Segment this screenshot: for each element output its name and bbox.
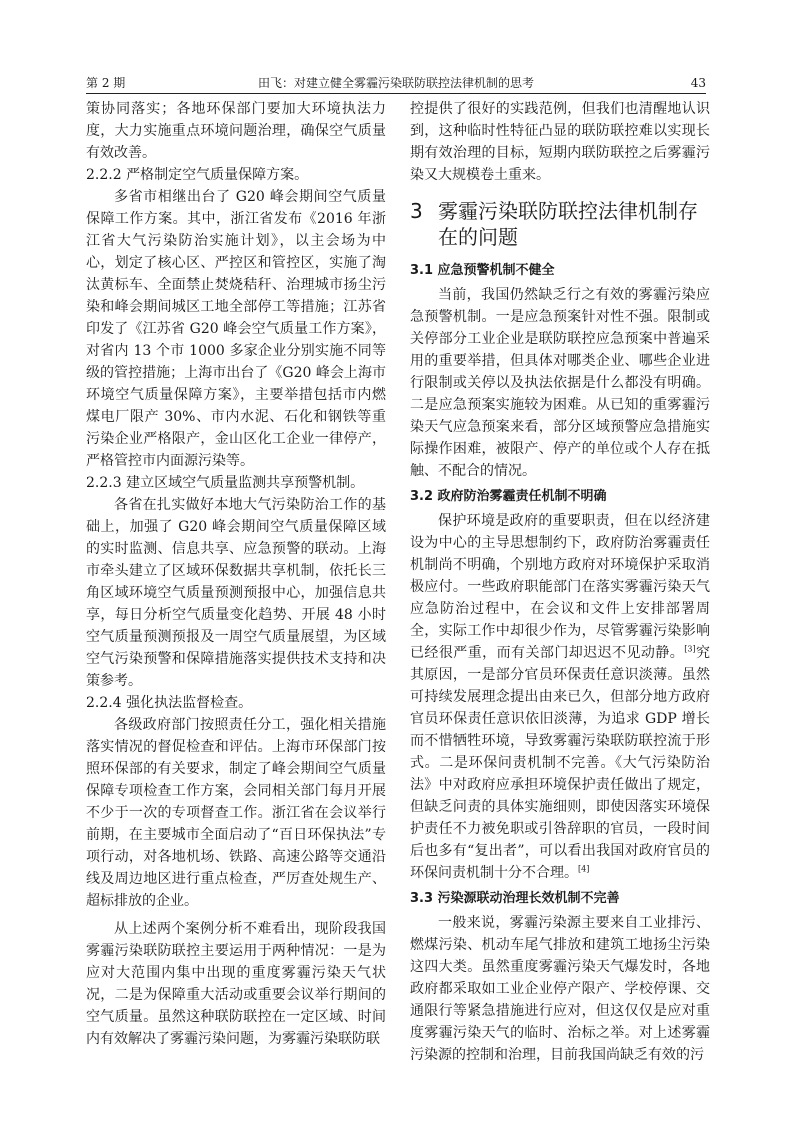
paragraph-2-2-2: 多省市相继出台了 G20 峰会期间空气质量保障工作方案。其中，浙江省发布《2016 年浙江省大气污染防治实施计划》，以主会场为中心，划定了核心区、严控区和管控区，实施了淘汰黄标车、全面禁止焚烧秸秆、治理城市扬尘污染和峰会期间城区工地全部停工等措施；江苏省印发了《江苏省 G20 峰会空气质量工作方案》，对省内 13 个市 1000 多家企业分别实施不同等级的管控措施；上海市出台了《G20 峰会上海市环境空气质量保障方案》，主要举措包括市内燃煤电厂限产 30%、市内水泥、石化和钢铁等重污染企业严格限产，金山区化工企业一律停产，严格管控市内面源污染等。 (86, 189, 386, 469)
continued-paragraph: 策协同落实；各地环保部门要加大环境执法力度，大力实施重点环境问题治理，确保空气质量有效改善。 (86, 101, 386, 161)
header-rule (86, 93, 706, 94)
subheading-2-2-4: 2.2.4 强化执法监督检查。 (86, 695, 253, 711)
paragraph-3-3: 一般来说，雾霾污染源主要来自工业排污、燃煤污染、机动车尾气排放和建筑工地扬尘污染这四大类。虽然重度雾霾污染天气爆发时，各地政府都采取如工业企业停产限产、学校停课、交通限行等紧急措施进行应对，但这仅仅是应对重度雾霾污染天气的临时、治标之举。对上述雾霾污染源的控制和治理，目前我国尚缺乏有效的污 (410, 915, 710, 1063)
citation-3: [3] (684, 644, 696, 654)
section-title: 雾霾污染联防联控法律机制存在的问题 (438, 199, 698, 249)
paragraph-3-2-part-b: 究其原因，一是部分官员环保责任意识淡薄。虽然可持续发展理念提出由来已久，但部分地方政府官员环保责任意识依旧淡薄，为追求 GDP 增长而不惜牺牲环境，导致雾霾污染联防联控流于形式。二是环保问责机制不完善。《大气污染防治法》中对政府应承担环境保护责任做出了规定，但缺乏问责的具体实施细则，即使因落实环境保护责任不力被免职或引咎辞职的官员，一段时间后也多有“复出者”，可以看出我国对政府官员的环保问责机制十分不合理。 (410, 645, 711, 881)
subsection-3-2-heading: 3.2 政府防治雾霾责任机制不明确 (410, 489, 607, 504)
subheading-2-2-2: 2.2.2 严格制定空气质量保障方案。 (86, 167, 309, 183)
paragraph-2-2-3: 各省在扎实做好本地大气污染防治工作的基础上，加强了 G20 峰会期间空气质量保障区域的实时监测、信息共享、应急预警的联动。上海市牵头建立了区域环保数据共享机制，依托长三角区域环境空气质量预测预报中心，加强信息共享，每日分析空气质量变化趋势、开展 48 小时空气质量预测预报及一周空气质量展望，为区域空气污染预警和保障措施落实提供技术支持和决策参考。 (86, 497, 386, 689)
running-title: 田飞：对建立健全雾霾污染联防联控法律机制的思考 (257, 76, 534, 90)
subheading-2-2-3: 2.2.3 建立区域空气质量监测共享预警机制。 (86, 475, 365, 491)
page-number: 43 (690, 76, 706, 90)
subsection-3-3-heading: 3.3 污染源联动治理长效机制不完善 (410, 891, 620, 906)
subsection-3-1-heading: 3.1 应急预警机制不健全 (410, 263, 555, 278)
issue-number: 第 2 期 (86, 76, 126, 90)
continued-paragraph-right: 控提供了很好的实践范例，但我们也清醒地认识到，这种临时性特征凸显的联防联控难以实现长期有效治理的目标，短期内联防联控之后雾霾污染又大规模卷土重来。 (410, 101, 710, 183)
paragraph-3-2-part-a: 保护环境是政府的重要职责，但在以经济建设为中心的主导思想制约下，政府防治雾霾责任机制尚不明确，个别地方政府对环境保护采取消极应付。一些政府职能部门在落实雾霾污染天气应急防治过程中，在会议和文件上安排部署周全，实际工作中却很少作为，尽管雾霾污染影响已经很严重，而有关部门却迟迟不见动静。 (410, 513, 710, 661)
paragraph-2-2-4: 各级政府部门按照责任分工，强化相关措施落实情况的督促检查和评估。上海市环保部门按照环保部的有关要求，制定了峰会期间空气质量保障专项检查工作方案，会同相关部门每月开展不少于一次的专项督查工作。浙江省在会议举行前期，在主要城市全面启动了“百日环保执法”专项行动，对各地机场、铁路、高速公路等交通沿线及周边地区进行重点检查，严厉查处规生产、超标排放的企业。 (86, 717, 386, 909)
right-column (410, 98, 710, 1066)
paragraph-3-1: 当前，我国仍然缺乏行之有效的雾霾污染应急预警机制。一是应急预案针对性不强。限制或关停部分工业企业是联防联控应急预案中普遍采用的重要举措，但具体对哪类企业、哪些企业进行限制或关停以及执法依据是什么都没有明确。二是应急预案实施较为困难。从已知的重雾霾污染天气应急预案来看，部分区域预警应急措施实际操作困难，被限产、停产的单位或个人存在抵触、不配合的情况。 (410, 287, 710, 479)
section-3-heading (410, 198, 710, 250)
left-column (86, 98, 386, 1050)
section-number: 3 (410, 199, 423, 223)
paragraph-3-2 (410, 510, 710, 884)
summary-paragraph: 从上述两个案例分析不难看出，现阶段我国雾霾污染联防联控主要运用于两种情况：一是为应对大范围内集中出现的重度雾霾污染天气状况，二是为保障重大活动或重要会议举行期间的空气质量。虽然这种联防联控在一定区域、时间内有效解决了雾霾污染问题，为雾霾污染联防联 (86, 921, 386, 1047)
citation-4: [4] (578, 864, 590, 874)
running-header (86, 74, 706, 92)
